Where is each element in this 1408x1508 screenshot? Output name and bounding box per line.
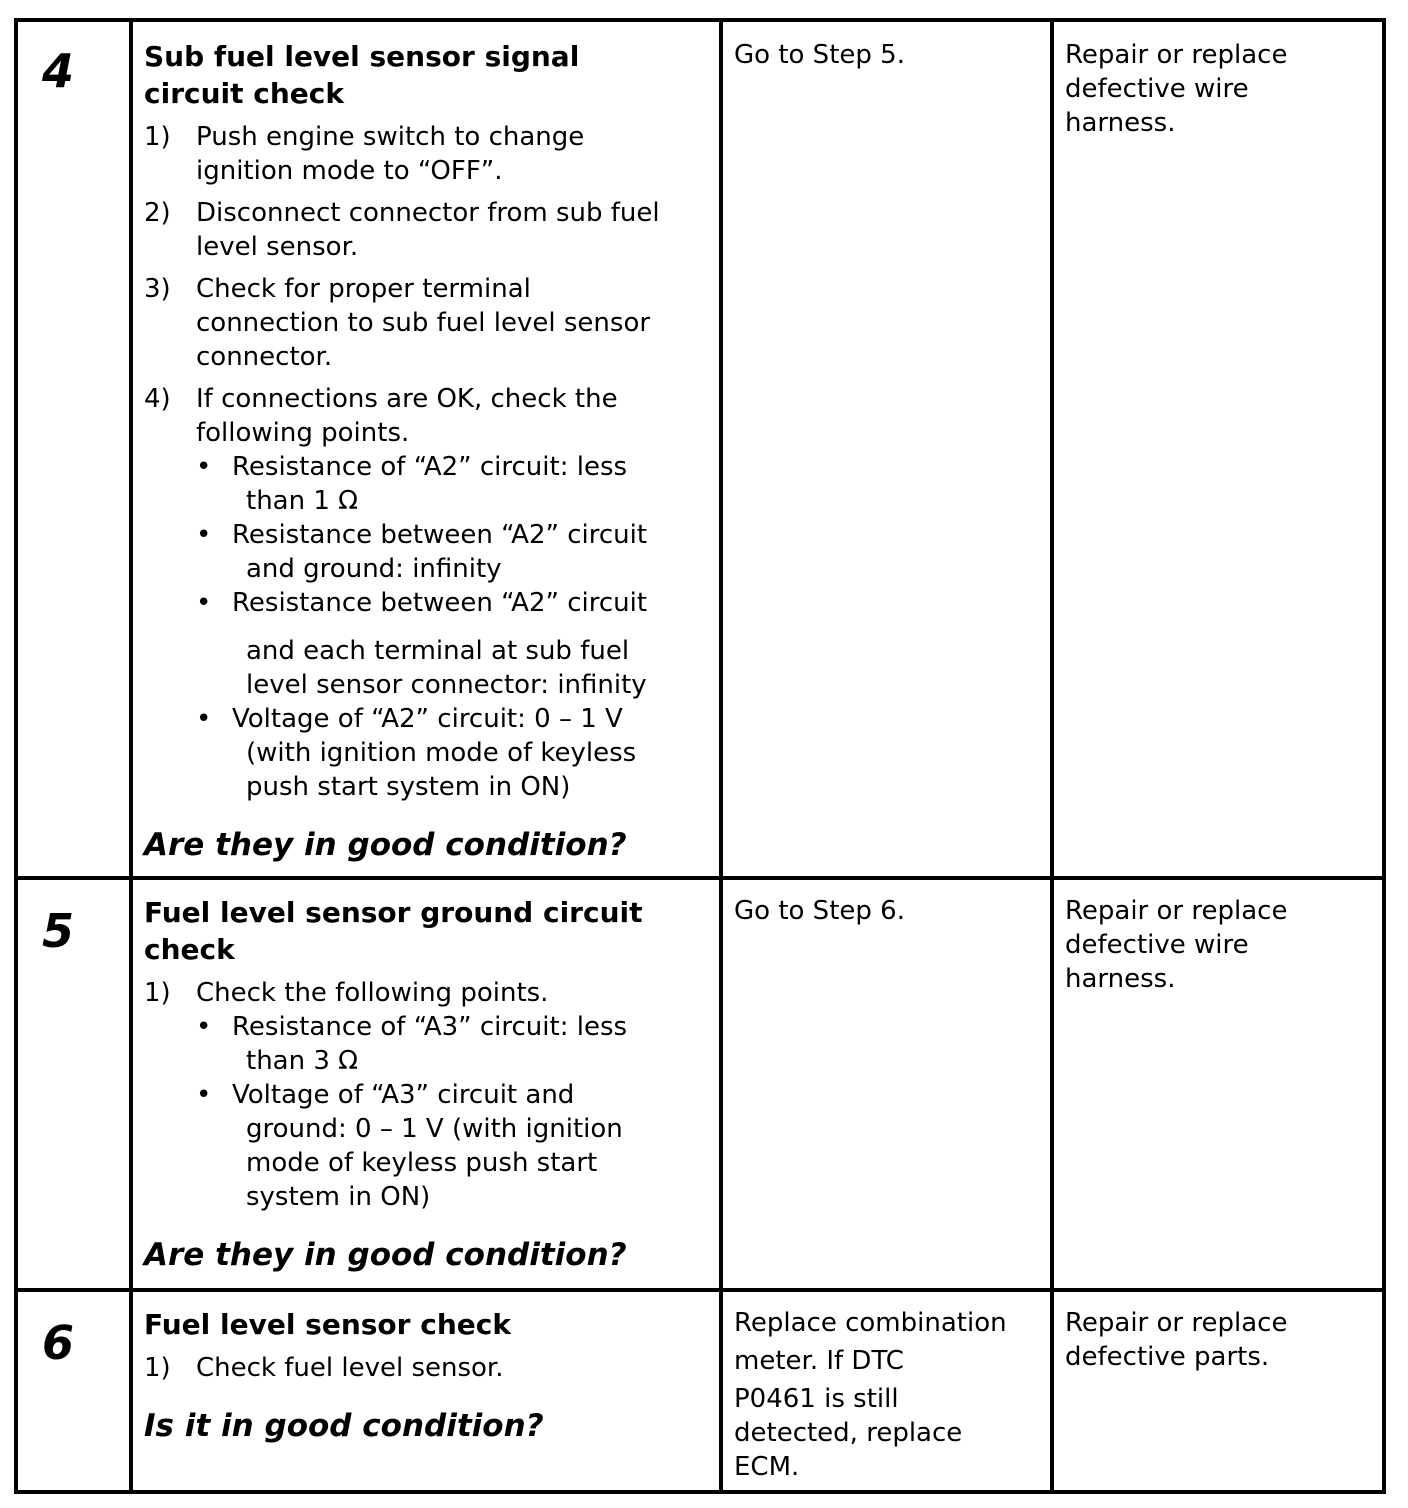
check-point: • Resistance of “A2” circuit: less than 1 Ω xyxy=(196,452,628,516)
procedure-item: 1) Push engine switch to change ignition mode to “OFF”. xyxy=(144,122,585,186)
step-question: Is it in good condition? xyxy=(144,1408,544,1444)
check-point: • Resistance between “A2” circuit and each terminal at sub fuel level sensor connector: infinity xyxy=(196,588,648,700)
bullet-icon: • xyxy=(196,1012,212,1042)
yes-result: Go to Step 6. xyxy=(734,896,905,926)
step-number: 5 xyxy=(42,904,75,958)
step-description xyxy=(144,1306,714,1445)
bullet-icon: • xyxy=(196,520,212,550)
no-result: Repair or replace defective wire harness. xyxy=(1065,40,1288,138)
column-divider xyxy=(719,22,723,1490)
step-number: 6 xyxy=(42,1316,75,1370)
step-question: Are they in good condition? xyxy=(144,827,627,863)
bullet-icon: • xyxy=(196,704,212,734)
bullet-icon: • xyxy=(196,452,212,482)
step-title: Fuel level sensor ground circuit check xyxy=(144,896,643,966)
check-point: • Voltage of “A3” circuit and ground: 0 – 1 V (with ignition mode of keyless push start system in ON) xyxy=(196,1080,623,1212)
check-point: • Voltage of “A2” circuit: 0 – 1 V (with ignition mode of keyless push start system in ON) xyxy=(196,704,637,802)
step-number: 4 xyxy=(42,44,75,98)
row-divider xyxy=(18,876,1382,880)
procedure-item: 4) If connections are OK, check the following points. xyxy=(144,384,618,448)
procedure-item: 2) Disconnect connector from sub fuel level sensor. xyxy=(144,198,660,262)
step-title: Sub fuel level sensor signal circuit check xyxy=(144,40,580,110)
yes-result: Go to Step 5. xyxy=(734,40,905,70)
procedure-item: 1) Check the following points. xyxy=(144,978,549,1008)
step-description xyxy=(144,894,714,1274)
check-point: • Resistance of “A3” circuit: less than 3 Ω xyxy=(196,1012,628,1076)
check-point: • Resistance between “A2” circuit and ground: infinity xyxy=(196,520,648,584)
bullet-icon: • xyxy=(196,588,212,618)
no-result: Repair or replace defective parts. xyxy=(1065,1308,1288,1372)
procedure-item: 3) Check for proper terminal connection to sub fuel level sensor connector. xyxy=(144,274,651,372)
step-question: Are they in good condition? xyxy=(144,1237,627,1273)
bullet-icon: • xyxy=(196,1080,212,1110)
procedure-item: 1) Check fuel level sensor. xyxy=(144,1353,504,1383)
row-divider xyxy=(18,1288,1382,1292)
step-description xyxy=(144,38,714,864)
no-result: Repair or replace defective wire harness. xyxy=(1065,896,1288,994)
column-divider xyxy=(129,22,133,1490)
diagnostic-table xyxy=(14,18,1386,1494)
step-title: Fuel level sensor check xyxy=(144,1308,511,1341)
column-divider xyxy=(1050,22,1054,1490)
yes-result: Replace combination meter. If DTC P0461 is still detected, replace ECM. xyxy=(734,1308,1007,1482)
